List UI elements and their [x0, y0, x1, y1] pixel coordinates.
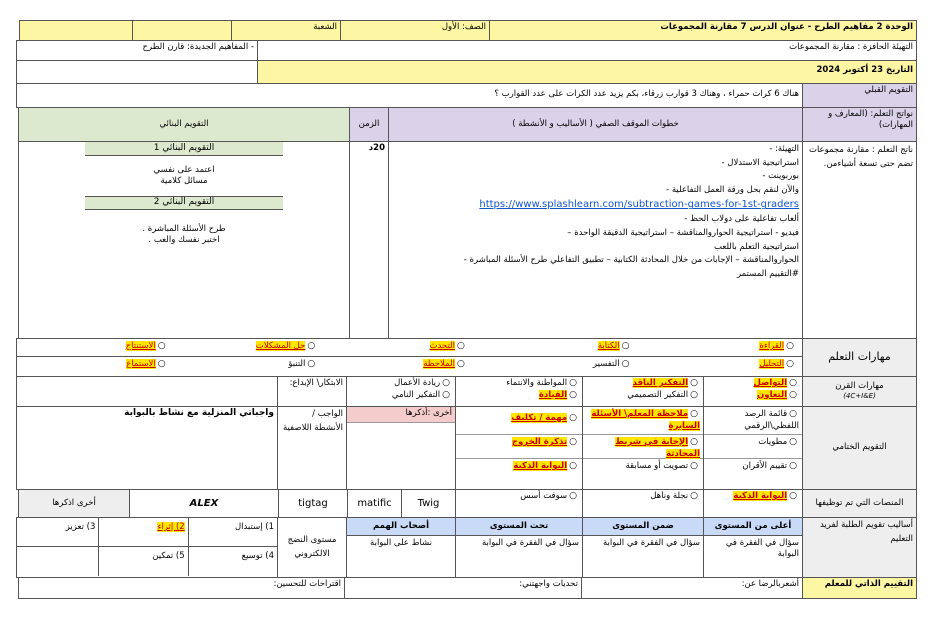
skill-inference: ○الاستنتاج: [125, 341, 166, 351]
platform-softas: ○سوفت أسس: [455, 489, 583, 518]
step-2: استراتيجية الاستدلال -: [721, 157, 799, 168]
summ-teacher-obs: ملاحظة المعلم\ الأسئلة السابرة: [591, 409, 700, 431]
date-cell: التاريخ 23 أكتوبر 2024: [257, 60, 917, 84]
header-blank: [19, 20, 133, 41]
skill-reading: ○القراءة: [759, 341, 794, 351]
date-side-blank: [16, 60, 258, 84]
platform-smart-portal: ○البوابة الذكية: [703, 489, 803, 518]
lesson-plan-table: [14, 20, 916, 598]
step-10: #التقييم المستمر: [736, 268, 799, 279]
summ-checklist: قائمة الرصد اللفظي\الرقمي: [744, 409, 799, 431]
skill-writing: ○الكتابة: [597, 341, 630, 351]
unit-lesson-title: الوحدة 2 مفاهيم الطرح - عنوان الدرس 7 مقارنة المجموعات: [489, 20, 917, 41]
step-1: التهيئة: -: [769, 144, 799, 154]
level-reinforcement: 3) تعزيز: [65, 522, 96, 532]
diff-above: أعلى من المستوى سؤال في الفقرة في البوابة: [703, 517, 803, 578]
level-enrichment: 2) إثراء: [98, 518, 187, 546]
century-critical-design: ○التفكير الناقد ○التفكير التصميمي: [582, 376, 704, 407]
self-satisfied: أشعربالرضا عن:: [581, 577, 803, 599]
maturity-label: مستوى النضج الالكتروني: [277, 517, 347, 578]
century-citizenship-leadership: ○المواطنة والانتماء ○القيادة: [455, 376, 583, 407]
summ-smart-portal: البوابة الذكية: [513, 461, 568, 471]
platform-alex: ALEX: [129, 489, 279, 518]
skill-interpretation: ○التفسير: [592, 359, 630, 369]
century-entrepreneurship: ○ريادة الأعمال ○التفكير النامي: [346, 376, 456, 407]
formative-content: [18, 141, 350, 339]
summ-vote: تصويت أو مسابقة: [625, 461, 689, 471]
differentiation-label: أساليب تقويم الطلبة لفريد التعليم: [802, 517, 917, 578]
formative-header: التقويم البنائي: [18, 107, 350, 142]
formative-1-body: اعتمد على نفسي مسائل كلامية: [153, 164, 215, 186]
diff-special-needs: أصحاب الهمم نشاط على البوابة: [346, 517, 456, 578]
summ-task: مهمة / تكليف: [511, 413, 568, 423]
step-6: ألعاب تفاعلية على دولاب الحظ -: [684, 214, 799, 225]
step-7: فيديو - استراتيجية الحواروالمناقشة – استراتيجية الدقيقة الواحدة –: [567, 227, 799, 238]
self-suggestions: اقتراحات للتحسين:: [18, 577, 345, 599]
steps-content: [388, 141, 803, 339]
skills-label: مهارات التعلم: [802, 338, 917, 377]
homework-text: واجباتي المنزلية مع نشاط بالبوابة: [16, 406, 278, 490]
summ-foldables: مطويات: [758, 437, 788, 447]
formative-2-body: طرح الأسئلة المباشرة . اختبر نفسك والعب .: [142, 223, 226, 245]
step-8: استراتيجية التعلم باللعب: [714, 241, 799, 252]
self-challenges: تحديات واجهتني:: [344, 577, 582, 599]
platform-twig: Twig: [401, 489, 456, 518]
skill-analysis: ○التحليل: [759, 359, 794, 369]
level-substitution: 1) إستبدال: [188, 518, 277, 546]
steps-header: خطوات الموقف الصفي ( الأساليب و الأنشطة ): [388, 107, 803, 142]
summ-peer: تقييم الأقران: [742, 461, 788, 471]
century-skills-label: مهارات القرن (4C+I&E): [802, 376, 917, 407]
level-expansion: 4) توسيع: [188, 547, 277, 576]
level-empowerment: 5) تمكين: [98, 547, 187, 576]
century-innovation: الابتكار\ الإبداع:: [277, 376, 347, 407]
warmup-cell: التهيئة الحافزة : مقارنة المجموعات: [257, 40, 917, 61]
century-blank: [16, 376, 278, 407]
splashlearn-link[interactable]: https://www.splashlearn.com/subtraction-games-for-1st-graders: [479, 199, 799, 211]
step-9: الحواروالمناقشة – الإجابات من خلال المحادثة الكتابية – تطبيق التفاعلي طرح الأسئلة المباشرة -: [463, 255, 799, 266]
platform-tigtag: tigtag: [278, 489, 348, 518]
summ-exit-ticket: تذكرة الخروج: [511, 437, 568, 447]
summative-col-2: ○ملاحظة المعلم\ الأسئلة السابرة ○الإجابة في شريط المحادثة ○تصويت أو مسابقة: [582, 406, 704, 490]
skill-prediction: ○التنبؤ: [288, 359, 316, 369]
platforms-label: المنصات التي تم توظيفها: [802, 489, 917, 518]
homework-label: الواجب / الأنشطة اللاصفية: [277, 406, 347, 490]
platform-other: أخرى اذكرها: [18, 489, 130, 518]
maturity-levels: [16, 517, 278, 578]
pre-assessment-label: التقويم القبلي: [802, 83, 917, 108]
platform-matific: matific: [347, 489, 402, 518]
pre-assessment-question: هناك 6 كرات حمراء ، وهناك 3 قوارب زرقاء، بكم يزيد عدد الكرات على عدد القوارب ؟: [16, 83, 803, 108]
summative-col-4: [346, 406, 456, 490]
summative-col-1: ○قائمة الرصد اللفظي\الرقمي ○مطويات ○تقييم الأقران: [703, 406, 803, 490]
self-eval-label: التقييم الذاتي للمعلم: [802, 577, 917, 599]
section-label: الشعبة: [231, 20, 341, 41]
diff-within: ضمن المستوى سؤال في الفقرة في البوابة: [582, 517, 704, 578]
time-value: 20د: [349, 141, 389, 339]
new-concepts-cell: - المفاهيم الجديدة: قارن الطرح: [16, 40, 258, 61]
summ-chat: الإجابة في شريط المحادثة: [615, 437, 700, 459]
skills-grid: [16, 338, 803, 377]
formative-2-title: التقويم البنائي 2: [85, 196, 283, 210]
skill-observation: ○الملاحظة: [423, 359, 465, 369]
diff-below: تحت المستوى سؤال في الفقرة في البوابة: [455, 517, 583, 578]
outcomes-header: نواتج التعلم: (المعارف و المهارات): [802, 107, 917, 142]
skill-speaking: ○التحدث: [429, 341, 465, 351]
skill-listening: ○الاستماع: [126, 359, 166, 369]
skill-problem-solving: ○حل المشكلات: [255, 341, 316, 351]
outcome-text: ناتج التعلم : مقارنة مجموعات تضم حتى تسعة أشياءمن.: [802, 141, 917, 339]
step-3: بوربوينت -: [762, 171, 799, 182]
step-4: والآن لنقم بحل ورقة العمل التفاعلية -: [666, 184, 799, 195]
platform-najla: ○نجلة وناهل: [582, 489, 704, 518]
summative-col-3: ○مهمة / تكليف ○تذكرة الخروج ○البوابة الذكية: [455, 406, 583, 490]
grade-cell: الصف: الأول: [340, 20, 490, 41]
summ-other: أخرى :أذكرها: [405, 408, 452, 418]
summative-label: التقويم الختامي: [802, 406, 917, 490]
time-header: الزمن: [349, 107, 389, 142]
section-value: [132, 20, 232, 41]
century-communication-collab: ○التواصل ○التعاون: [703, 376, 803, 407]
formative-1-title: التقويم البنائي 1: [85, 142, 283, 156]
